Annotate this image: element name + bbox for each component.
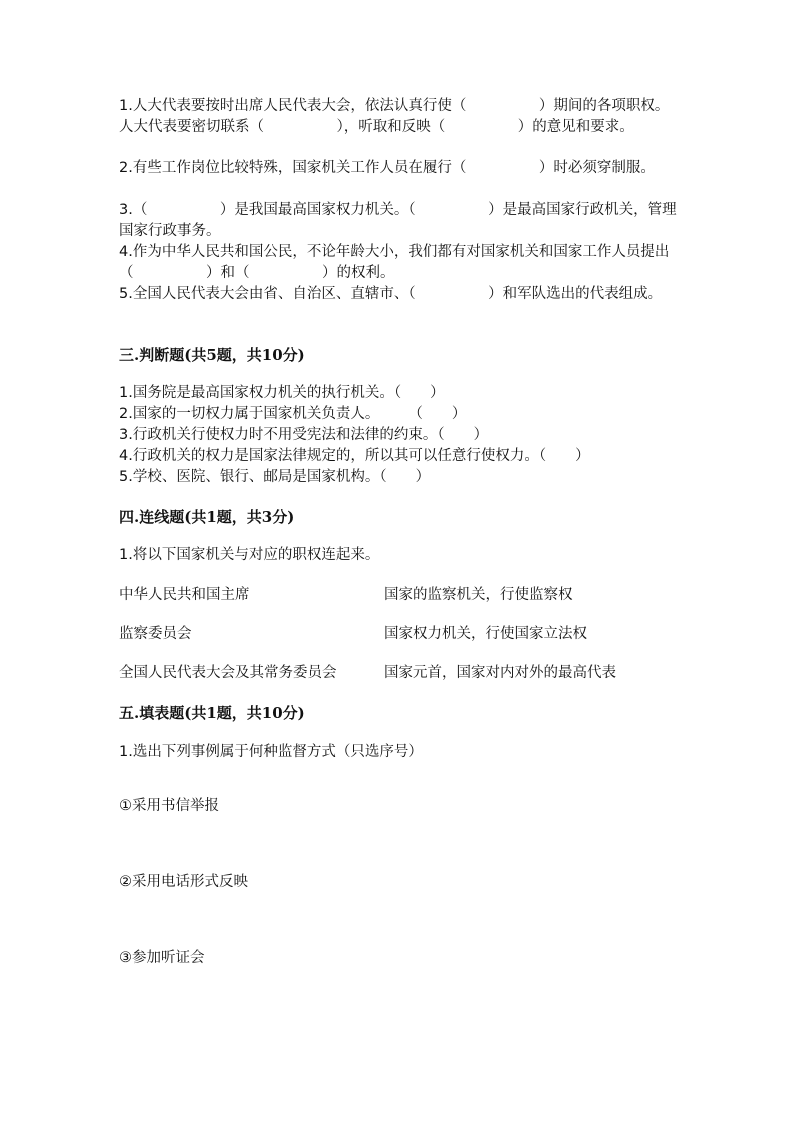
match-right-item[interactable]: 国家的监察机关，行使监察权 [384, 587, 573, 603]
match-left-item[interactable]: 监察委员会 [119, 626, 192, 642]
question-text: 4.行政机关的权力是国家法律规定的，所以其可以任意行使权力。（ ） [119, 448, 590, 464]
example-item: ①采用书信举报 [119, 798, 219, 814]
question-text: 1.选出下列事例属于何种监督方式（只选序号） [119, 744, 423, 760]
example-item: ③参加听证会 [119, 950, 205, 966]
section-title: 五.填表题(共1题，共10分) [119, 704, 305, 722]
question-text: 3.（ ）是我国最高国家权力机关。（ ）是最高国家行政机关，管理国家行政事务。 [119, 202, 677, 239]
section-title: 三.判断题(共5题，共10分) [119, 346, 305, 364]
match-right-item[interactable]: 国家权力机关，行使国家立法权 [384, 626, 587, 642]
match-right-item[interactable]: 国家元首，国家对内对外的最高代表 [384, 665, 616, 681]
question-text: 2.国家的一切权力属于国家机关负责人。 （ ） [119, 406, 467, 422]
question-text: 1.将以下国家机关与对应的职权连起来。 [119, 547, 380, 563]
section-title: 四.连线题(共1题，共3分) [119, 508, 295, 526]
question-text: 1.国务院是最高国家权力机关的执行机关。（ ） [119, 385, 445, 401]
question-text: 3.行政机关行使权力时不用受宪法和法律的约束。（ ） [119, 427, 489, 443]
question-text: 2.有些工作岗位比较特殊，国家机关工作人员在履行（ ）时必须穿制服。 [119, 160, 655, 176]
question-text: 1.人大代表要按时出席人民代表大会，依法认真行使（ ）期间的各项职权。人大代表要密切联系（ ），听取和反映（ ）的意见和要求。 [119, 98, 670, 135]
question-text: 5.全国人民代表大会由省、自治区、直辖市、（ ）和军队选出的代表组成。 [119, 286, 663, 302]
question-text: 4.作为中华人民共和国公民，不论年龄大小，我们都有对国家机关和国家工作人员提出（ ）和（ ）的权利。 [119, 244, 670, 281]
match-left-item[interactable]: 全国人民代表大会及其常务委员会 [119, 665, 337, 681]
match-left-item[interactable]: 中华人民共和国主席 [119, 587, 250, 603]
question-text: 5.学校、医院、银行、邮局是国家机构。（ ） [119, 469, 431, 485]
example-item: ②采用电话形式反映 [119, 874, 248, 890]
